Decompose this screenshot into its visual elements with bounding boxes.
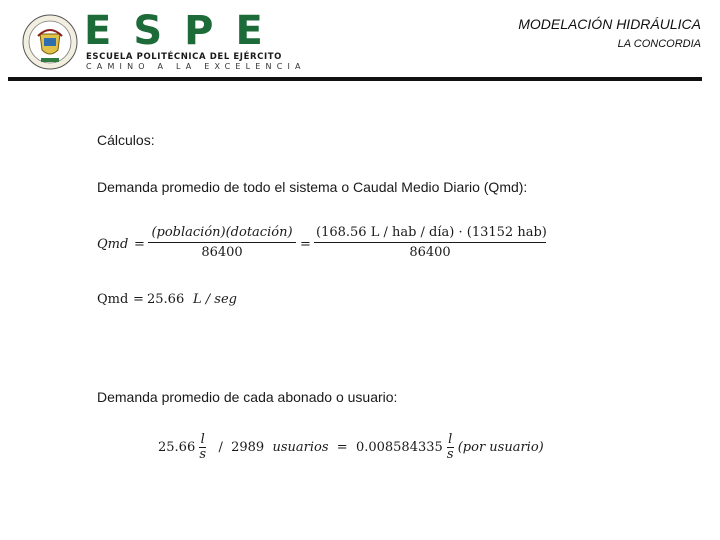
eq2-value: 25.66 (147, 292, 185, 307)
espe-seal-icon (22, 14, 78, 70)
eq1-equals-2: = (300, 237, 311, 252)
espe-motto: CAMINO A LA EXCELENCIA (86, 62, 306, 71)
eq2-unit: L / seg (193, 292, 237, 307)
eq3-result-unit-fraction (447, 433, 454, 462)
page-header (0, 0, 720, 80)
eq1-equals: = (134, 237, 145, 252)
heading-demanda-sistema: Demanda promedio de todo el sistema o Caudal Medio Diario (Qmd): (97, 179, 528, 195)
eq1-fraction-1 (148, 225, 296, 260)
heading-calculos: Cálculos: (97, 132, 155, 148)
eq1-frac2-denominator: 86400 (409, 245, 451, 260)
equation-per-user (158, 433, 544, 462)
eq3-unit-denominator: s (199, 447, 207, 462)
eq3-count-unit: usuarios (272, 440, 329, 455)
eq3-result-unit-numerator: l (448, 432, 453, 447)
eq2-lhs: Qmd (97, 292, 129, 307)
heading-demanda-abonado: Demanda promedio de cada abonado o usuario: (97, 389, 398, 405)
espe-school-name: ESCUELA POLITÉCNICA DEL EJÉRCITO (86, 52, 282, 62)
eq3-unit-numerator: l (200, 432, 205, 447)
eq3-count: 2989 (231, 440, 265, 455)
eq2-equals: = (133, 292, 144, 307)
eq1-fraction-2 (314, 225, 546, 260)
eq3-divide: / (218, 440, 223, 455)
eq1-frac1-denominator: 86400 (201, 245, 243, 260)
eq3-unit-fraction (199, 433, 206, 462)
espe-logo-wordmark: ESPE (84, 8, 285, 54)
eq3-equals: = (336, 440, 348, 455)
header-divider (8, 77, 702, 81)
eq1-frac2-numerator: (168.56 L / hab / día) · (13152 hab) (314, 225, 546, 243)
eq1-lhs: Qmd (97, 237, 129, 252)
eq1-frac1-numerator: (población)(dotación) (148, 225, 296, 243)
eq3-result: 0.008584335 (355, 440, 443, 455)
eq3-result-unit: (por usuario) (457, 440, 544, 455)
eq3-value: 25.66 (158, 440, 196, 455)
header-subtitle: LA CONCORDIA (617, 38, 701, 50)
header-title: MODELACIÓN HIDRÁULICA (518, 16, 701, 32)
eq3-result-unit-denominator: s (446, 447, 454, 462)
